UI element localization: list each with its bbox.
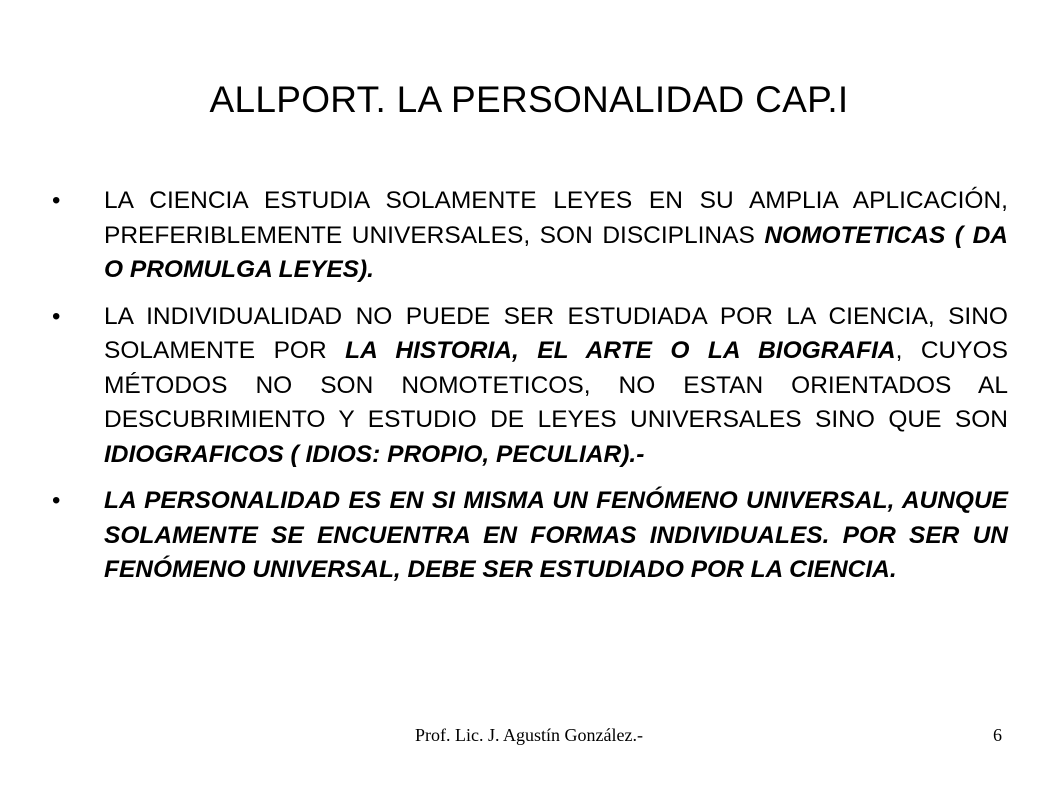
bullet-text: LA INDIVIDUALIDAD NO PUEDE SER ESTUDIADA POR LA CIENCIA, SINO SOLAMENTE POR [104,302,1008,364]
footer-author: Prof. Lic. J. Agustín González.- [415,725,643,745]
bullet-marker: • [52,487,61,514]
slide-title: ALLPORT. LA PERSONALIDAD CAP.I [209,79,849,120]
bullet-marker: • [52,302,61,330]
bullet-emphasis-text: LA PERSONALIDAD ES EN SI MISMA UN FENÓMENO UNIVERSAL, AUNQUE SOLAMENTE SE ENCUENTRA EN FORMAS INDIVIDUALES. POR SER UN FENÓMENO UNIVERSAL, DEBE SER ESTUDIADO POR LA CIENCIA. [104,487,1008,583]
bullet-marker: • [52,187,61,214]
bullet-item [48,184,1008,288]
bullet-list [48,184,1008,600]
slide-page-number: 6 [993,725,1002,745]
bullet-emphasis-text: NOMOTETICAS ( DA O PROMULGA LEYES). [104,221,1009,283]
bullet-emphasis-text: IDIOGRAFICOS ( IDIOS: PROPIO, PECULIAR).- [104,440,645,468]
bullet-text: , CUYOS MÉTODOS NO SON NOMOTETICOS, NO ESTAN ORIENTADOS AL DESCUBRIMIENTO Y ESTUDIO DE LEYES UNIVERSALES SINO QUE SON [104,337,1008,433]
bullet-text: LA CIENCIA ESTUDIA SOLAMENTE LEYES EN SU AMPLIA APLICACIÓN, PREFERIBLEMENTE UNIVERSALES, SON DISCIPLINAS [104,187,1008,249]
bullet-emphasis-text: LA HISTORIA, EL ARTE O LA BIOGRAFIA [345,337,896,364]
bullet-item [48,300,1008,473]
bullet-item [48,484,1008,588]
